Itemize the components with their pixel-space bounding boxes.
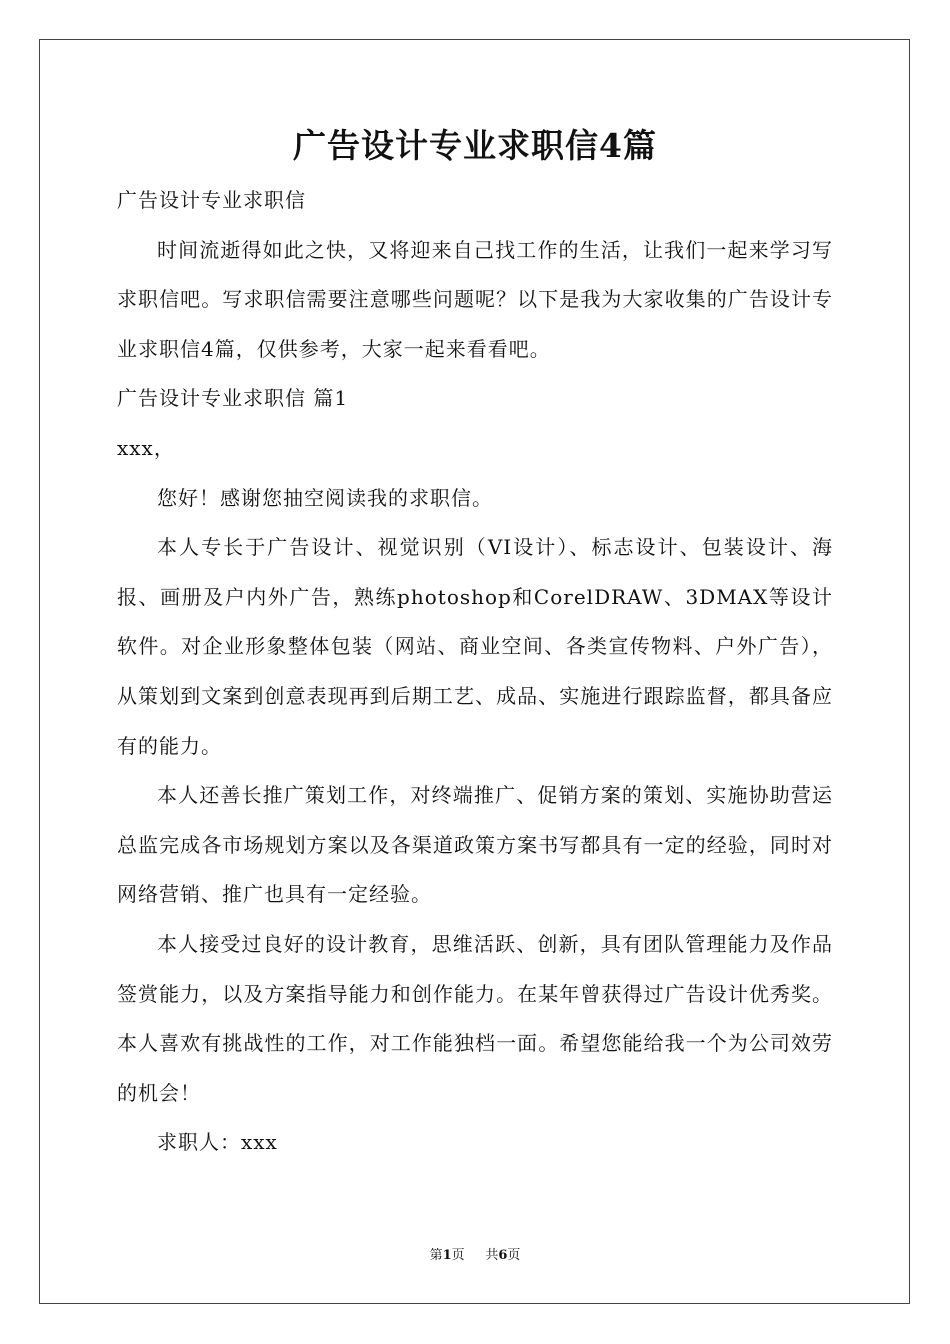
paragraph-salutation: xxx， <box>117 435 175 460</box>
page-indicator <box>430 1246 465 1266</box>
paragraph-heading: 广告设计专业求职信 <box>117 188 306 212</box>
page-unit: 页 <box>451 1248 465 1263</box>
paragraph-intro: 时间流逝得如此之快，又将迎来自己找工作的生活，让我们一起来学习写求职信吧。写求职信需要注意哪些问题呢？以下是我为大家收集的广告设计专业求职信4篇，仅供参考，大家一起来看看吧。 <box>117 237 833 361</box>
page-total-number: 6 <box>498 1248 508 1263</box>
paragraph-greeting: 您好！感谢您抽空阅读我的求职信。 <box>157 485 493 510</box>
document-title: 广告设计专业求职信4篇 <box>293 126 657 165</box>
page-footer <box>0 1246 950 1266</box>
paragraph-skills: 本人专长于广告设计、视觉识别（VI设计）、标志设计、包装设计、海报、画册及户内外广告，熟练photoshop和CorelDRAW、3DMAX等设计软件。对企业形象整体包装（网站、商业空间、各类宣传物料、户外广告），从策划到文案到创意表现再到后期工艺、成品、实施进行跟踪监督，都具备应有的能力。 <box>117 535 833 758</box>
title-container <box>0 124 950 168</box>
paragraph-planning: 本人还善长推广策划工作，对终端推广、促销方案的策划、实施协助营运总监完成各市场规划方案以及各渠道政策方案书写都具有一定的经验，同时对网络营销、推广也具有一定经验。 <box>117 783 833 907</box>
document-body <box>117 176 833 1168</box>
page-current-number: 1 <box>442 1248 452 1263</box>
paragraph-signature: 求职人：xxx <box>157 1130 278 1155</box>
page-prefix: 第 <box>429 1248 443 1263</box>
total-unit: 页 <box>507 1248 521 1263</box>
page-total-indicator <box>485 1246 520 1266</box>
total-prefix: 共 <box>485 1248 499 1263</box>
paragraph-letter-heading: 广告设计专业求职信 篇1 <box>117 386 349 411</box>
paragraph-education: 本人接受过良好的设计教育，思维活跃、创新，具有团队管理能力及作品签赏能力，以及方案指导能力和创作能力。在某年曾获得过广告设计优秀奖。本人喜欢有挑战性的工作，对工作能独档一面。希望您能给我一个为公司效劳的机会！ <box>117 931 833 1105</box>
